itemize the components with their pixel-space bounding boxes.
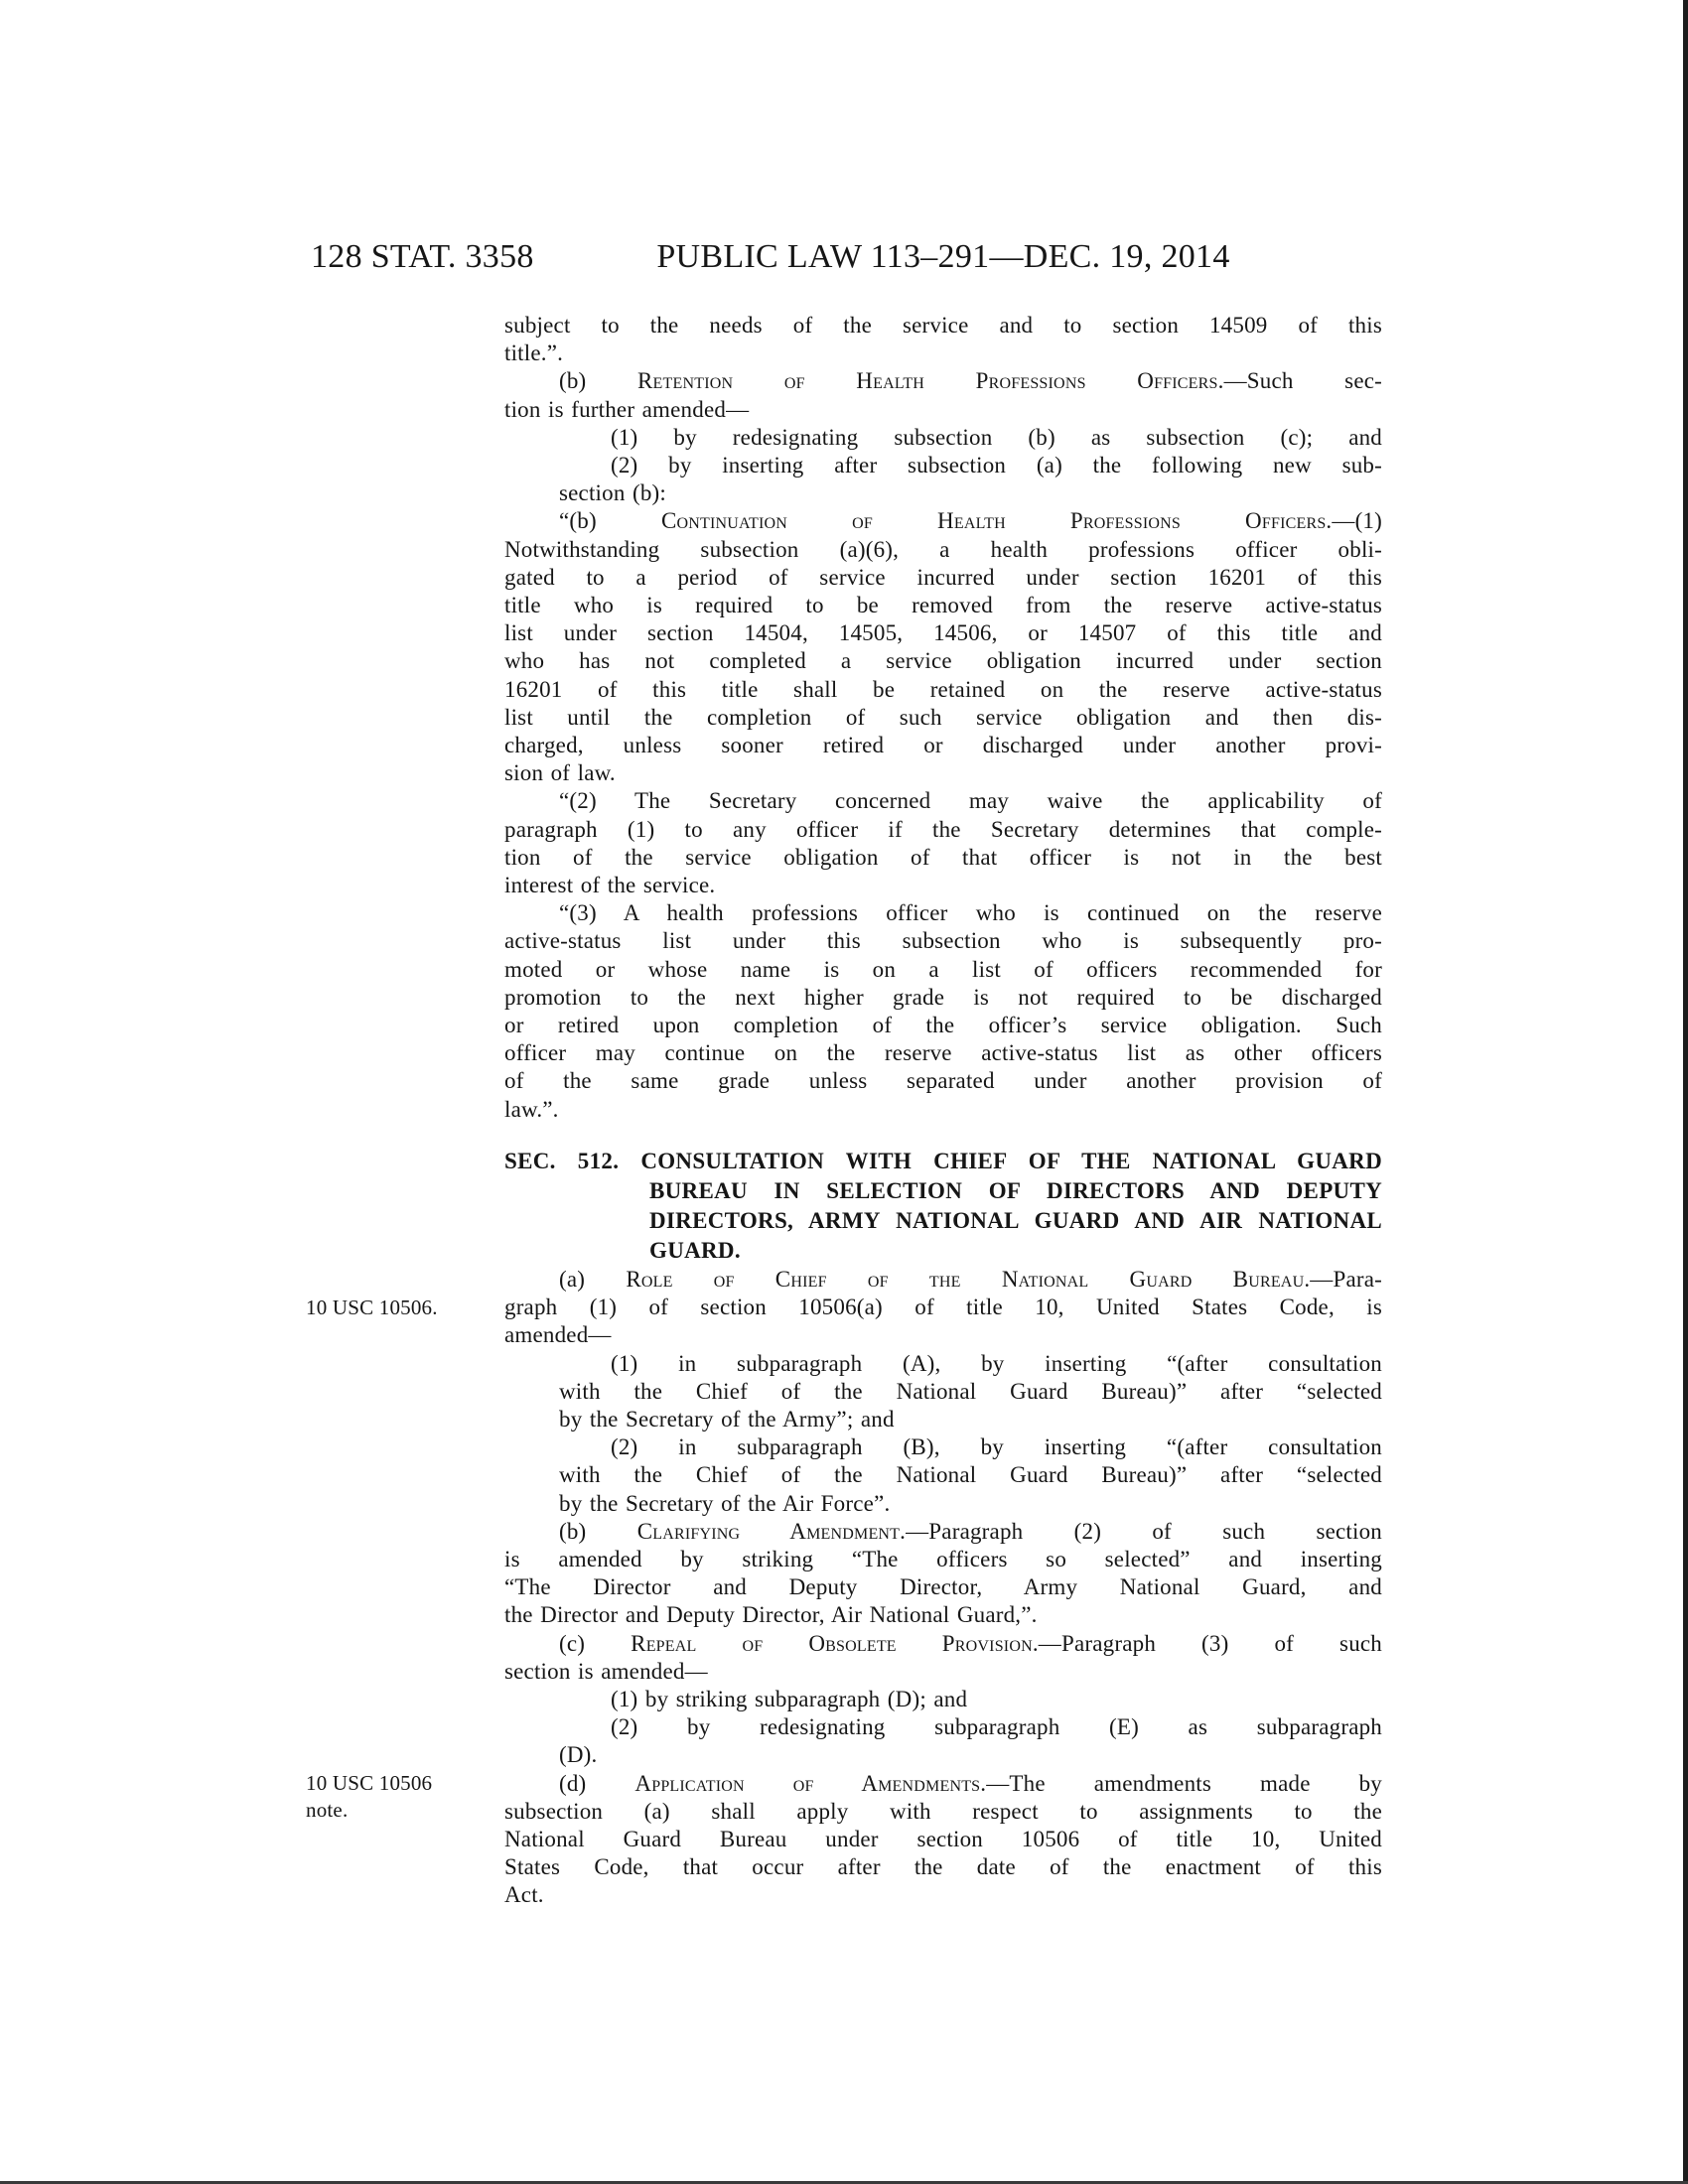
text-run: list under section 14504, 14505, 14506, or 14507 of this title and	[504, 620, 1382, 646]
text-line	[504, 1461, 1382, 1489]
text-run: GUARD.	[649, 1237, 741, 1263]
text-run: title.”.	[504, 341, 564, 366]
law-title-header: PUBLIC LAW 113–291—DEC. 19, 2014	[656, 238, 1230, 275]
text-run: (2) by redesignating subparagraph (E) as subparagraph	[611, 1714, 1382, 1740]
text-line	[504, 1236, 1382, 1266]
text-line	[504, 984, 1382, 1012]
text-run: by the Secretary of the Army”; and	[559, 1406, 895, 1432]
text-run: sion of law.	[504, 760, 616, 786]
text-run: title who is required to be removed from the reserve active-status	[504, 593, 1382, 618]
text-line	[504, 312, 1382, 340]
text-line	[504, 787, 1382, 815]
text-line	[504, 1147, 1382, 1176]
text-line	[504, 1713, 1382, 1741]
text-line	[504, 759, 1382, 787]
text-line	[504, 479, 1382, 507]
text-run: States Code, that occur after the date of the enactment of this	[504, 1854, 1382, 1880]
text-line	[504, 647, 1382, 675]
text-line	[504, 1012, 1382, 1039]
small-caps-text: Clarifying Amendment	[636, 1518, 901, 1544]
text-line	[504, 452, 1382, 479]
text-run: law.”.	[504, 1096, 559, 1122]
text-line	[504, 1433, 1382, 1461]
text-run: “The Director and Deputy Director, Army National Guard, and	[504, 1574, 1382, 1600]
text-run: “(3) A health professions officer who is continued on the reserve	[559, 900, 1382, 926]
text-line	[504, 1658, 1382, 1686]
text-run: with the Chief of the National Guard Bureau)” after “selected	[559, 1378, 1382, 1404]
text-line	[504, 536, 1382, 564]
text-run: .—Such sec-	[1217, 368, 1382, 394]
text-run: graph (1) of section 10506(a) of title 10, United States Code, is	[504, 1295, 1382, 1320]
text-line	[504, 619, 1382, 647]
text-line	[504, 1518, 1382, 1546]
text-line	[504, 816, 1382, 844]
text-line	[504, 844, 1382, 872]
text-line	[504, 1206, 1382, 1236]
text-run: .—(1)	[1326, 508, 1382, 534]
text-run: the Director and Deputy Director, Air National Guard,”.	[504, 1602, 1038, 1628]
text-line	[504, 1798, 1382, 1826]
text-run: Act.	[504, 1882, 544, 1908]
text-line	[504, 1826, 1382, 1853]
text-run: .—Paragraph (2) of such section	[900, 1518, 1382, 1544]
text-run: SEC. 512. CONSULTATION WITH CHIEF OF THE NATIONAL GUARD	[504, 1148, 1382, 1173]
text-run: charged, unless sooner retired or discharged under another provi-	[504, 733, 1382, 758]
text-line	[504, 1770, 1382, 1798]
text-run: active-status list under this subsection who is subsequently pro-	[504, 928, 1382, 954]
text-run: (1) by redesignating subsection (b) as subsection (c); and	[611, 424, 1382, 450]
small-caps-text: Retention of Health Professions Officers	[637, 368, 1218, 394]
text-line	[504, 1573, 1382, 1601]
text-run: .—Para-	[1304, 1266, 1383, 1292]
text-run: subject to the needs of the service and to section 14509 of this	[504, 313, 1382, 338]
text-line	[504, 1096, 1382, 1124]
text-line	[504, 1266, 1382, 1294]
text-run: subsection (a) shall apply with respect to assignments to the	[504, 1798, 1382, 1824]
text-line	[504, 592, 1382, 619]
text-run: list until the completion of such service obligation and then dis-	[504, 704, 1382, 730]
text-run: gated to a period of service incurred under section 16201 of this	[504, 564, 1382, 590]
text-line	[504, 1601, 1382, 1629]
text-line	[504, 1378, 1382, 1406]
text-line	[504, 956, 1382, 984]
text-run: officer may continue on the reserve active-status list as other officers	[504, 1040, 1382, 1066]
page-number-citation: 128 STAT. 3358	[311, 238, 534, 275]
text-line	[504, 396, 1382, 424]
text-run: .—Paragraph (3) of such	[1032, 1630, 1383, 1656]
post-heading-block	[504, 1266, 1382, 1910]
text-line	[504, 1686, 1382, 1713]
text-run: (d)	[559, 1770, 635, 1796]
text-line	[504, 704, 1382, 732]
text-run: by the Secretary of the Air Force”.	[559, 1490, 891, 1516]
small-caps-text: Continuation of Health Professions Officers	[660, 508, 1327, 534]
scan-edge-right	[1683, 0, 1688, 2184]
text-run: tion of the service obligation of that officer is not in the best	[504, 844, 1382, 870]
text-run: DIRECTORS, ARMY NATIONAL GUARD AND AIR NATIONAL	[649, 1207, 1382, 1233]
margin-note-usc-10506-note	[306, 1770, 485, 1823]
text-run: (a)	[559, 1266, 627, 1292]
text-run: “(b)	[559, 508, 661, 534]
text-run: (1) by striking subparagraph (D); and	[611, 1686, 968, 1711]
text-run: (2) by inserting after subsection (a) the following new sub-	[611, 453, 1382, 478]
text-line	[504, 564, 1382, 592]
text-run: section (b):	[559, 480, 667, 506]
text-line	[504, 1321, 1382, 1349]
text-run: amended—	[504, 1322, 612, 1348]
text-line	[504, 1406, 1382, 1433]
text-run: .—The amendments made by	[980, 1770, 1382, 1796]
text-run: or retired upon completion of the officer’s service obligation. Such	[504, 1013, 1382, 1038]
text-run: is amended by striking “The officers so selected” and inserting	[504, 1546, 1382, 1571]
text-line	[504, 1350, 1382, 1378]
text-line	[504, 1881, 1382, 1909]
text-run: 16201 of this title shall be retained on the reserve active-status	[504, 676, 1382, 702]
text-run: interest of the service.	[504, 873, 716, 898]
text-line	[504, 424, 1382, 452]
text-run: with the Chief of the National Guard Bureau)” after “selected	[559, 1462, 1382, 1488]
text-run: who has not completed a service obligation incurred under section	[504, 648, 1382, 674]
text-line: note.	[306, 1797, 349, 1822]
text-run: moted or whose name is on a list of officers recommended for	[504, 956, 1382, 982]
margin-note-usc-10506	[306, 1295, 485, 1321]
text-run: “(2) The Secretary concerned may waive the applicability of	[559, 788, 1382, 814]
text-line	[504, 1853, 1382, 1881]
text-run: (b)	[559, 368, 638, 394]
text-line	[504, 732, 1382, 759]
pre-heading-block	[504, 312, 1382, 1124]
text-line	[504, 1630, 1382, 1658]
text-line	[504, 1741, 1382, 1769]
text-line	[504, 899, 1382, 927]
small-caps-text: Repeal of Obsolete Provision	[631, 1630, 1033, 1656]
text-run: (b)	[559, 1518, 637, 1544]
text-line	[504, 1294, 1382, 1321]
text-line	[504, 1067, 1382, 1095]
text-line	[504, 1039, 1382, 1067]
text-line	[504, 927, 1382, 955]
text-line	[504, 1490, 1382, 1518]
text-line	[504, 1546, 1382, 1573]
small-caps-text: Application of Amendments	[634, 1770, 981, 1796]
text-line	[504, 676, 1382, 704]
text-run: National Guard Bureau under section 10506 of title 10, United	[504, 1826, 1382, 1851]
text-run: (1) in subparagraph (A), by inserting “(after consultation	[611, 1350, 1382, 1376]
text-run: section is amended—	[504, 1658, 708, 1684]
text-run: (D).	[559, 1742, 598, 1768]
text-line	[504, 507, 1382, 535]
text-run: promotion to the next higher grade is not required to be discharged	[504, 984, 1382, 1010]
text-line	[504, 872, 1382, 899]
body-text-column	[504, 312, 1382, 1910]
small-caps-text: Role of Chief of the National Guard Bureau	[626, 1266, 1305, 1292]
text-run: (c)	[559, 1630, 632, 1656]
text-line: 10 USC 10506.	[306, 1296, 438, 1319]
text-run: of the same grade unless separated under another provision of	[504, 1068, 1382, 1094]
text-run: paragraph (1) to any officer if the Secretary determines that comple-	[504, 816, 1382, 842]
section-512-heading	[504, 1147, 1382, 1266]
text-run: (2) in subparagraph (B), by inserting “(after consultation	[611, 1434, 1382, 1460]
text-line	[504, 367, 1382, 395]
text-line	[504, 1176, 1382, 1206]
text-run: Notwithstanding subsection (a)(6), a health professions officer obli-	[504, 536, 1382, 562]
text-line	[504, 340, 1382, 367]
text-run: tion is further amended—	[504, 396, 750, 422]
text-line: 10 USC 10506	[306, 1771, 433, 1795]
text-run: BUREAU IN SELECTION OF DIRECTORS AND DEPUTY	[649, 1177, 1382, 1203]
